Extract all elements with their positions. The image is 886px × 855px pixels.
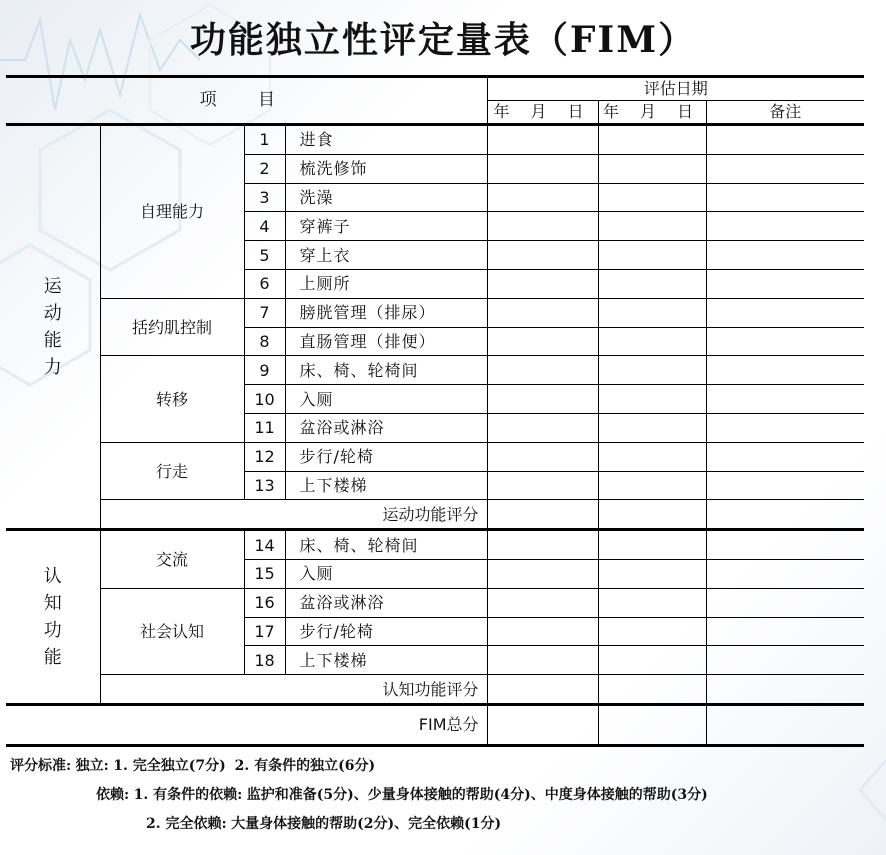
page-title: 功能独立性评定量表（FIM） — [189, 19, 697, 61]
subtotal-row — [6, 675, 864, 705]
score-cell[interactable] — [598, 704, 706, 745]
score-cell[interactable] — [598, 241, 706, 270]
score-cell[interactable] — [598, 356, 706, 385]
score-cell[interactable] — [598, 212, 706, 241]
score-cell[interactable] — [598, 646, 706, 675]
score-cell[interactable] — [487, 241, 598, 270]
remarks-cell[interactable] — [706, 588, 864, 617]
remarks-cell[interactable] — [706, 617, 864, 646]
group-label-transfer: 转移 — [100, 356, 244, 442]
group-label-social-cognition: 社会认知 — [100, 588, 244, 674]
score-cell[interactable] — [487, 617, 598, 646]
score-cell[interactable] — [487, 646, 598, 675]
independent-label: 独立: — [75, 758, 109, 774]
item-number: 15 — [244, 559, 285, 588]
independent-1: 1. 完全独立(7分) — [113, 758, 226, 774]
item-name: 上下楼梯 — [285, 646, 487, 675]
score-cell[interactable] — [598, 471, 706, 500]
score-cell[interactable] — [487, 442, 598, 471]
score-cell[interactable] — [487, 413, 598, 442]
item-number: 4 — [244, 212, 285, 241]
date-header-1: 年 月 日 — [487, 101, 598, 125]
remarks-cell[interactable] — [706, 125, 864, 155]
score-cell[interactable] — [598, 530, 706, 560]
item-number: 5 — [244, 241, 285, 270]
item-number: 6 — [244, 269, 285, 298]
remarks-cell[interactable] — [706, 413, 864, 442]
remarks-cell[interactable] — [706, 212, 864, 241]
score-cell[interactable] — [487, 559, 598, 588]
score-cell[interactable] — [487, 356, 598, 385]
remarks-cell[interactable] — [706, 327, 864, 356]
item-number: 18 — [244, 646, 285, 675]
header-row — [6, 77, 864, 101]
score-cell[interactable] — [598, 413, 706, 442]
score-cell[interactable] — [487, 500, 598, 530]
item-number: 16 — [244, 588, 285, 617]
score-cell[interactable] — [598, 298, 706, 327]
remarks-cell[interactable] — [706, 183, 864, 212]
table-row — [6, 588, 864, 617]
cognitive-section-label: 认 知 功 能 — [6, 530, 100, 705]
table-row — [6, 298, 864, 327]
item-name: 盆浴或淋浴 — [285, 413, 487, 442]
item-number: 17 — [244, 617, 285, 646]
item-number: 10 — [244, 385, 285, 414]
dependent-1-title: 1. 有条件的依赖: — [133, 787, 243, 803]
notes-row-dependent-1 — [96, 781, 708, 810]
item-number: 14 — [244, 530, 285, 560]
item-name: 盆浴或淋浴 — [285, 588, 487, 617]
table-row — [6, 356, 864, 385]
item-name: 床、椅、轮椅间 — [285, 530, 487, 560]
remarks-cell[interactable] — [706, 471, 864, 500]
independent-2: 2. 有条件的独立(6分) — [234, 758, 376, 774]
dependent-2-detail: 大量身体接触的帮助(2分)、完全依赖(1分) — [231, 816, 502, 832]
item-name: 直肠管理（排便） — [285, 327, 487, 356]
notes-row-dependent-2 — [146, 810, 501, 839]
score-cell[interactable] — [487, 298, 598, 327]
remarks-cell[interactable] — [706, 154, 864, 183]
fim-table — [6, 75, 864, 747]
date-header-2: 年 月 日 — [598, 101, 706, 125]
item-name: 上下楼梯 — [285, 471, 487, 500]
notes-row-independent — [10, 752, 375, 781]
item-number: 9 — [244, 356, 285, 385]
item-name: 穿上衣 — [285, 241, 487, 270]
remarks-cell[interactable] — [706, 646, 864, 675]
fim-total-label: FIM总分 — [6, 704, 487, 745]
item-name: 梳洗修饰 — [285, 154, 487, 183]
score-cell[interactable] — [487, 675, 598, 705]
corner-line-decoration — [860, 760, 886, 820]
item-number: 7 — [244, 298, 285, 327]
remarks-cell[interactable] — [706, 298, 864, 327]
group-label-communication: 交流 — [100, 530, 244, 589]
criteria-label: 评分标准: — [10, 758, 72, 774]
item-name: 上厕所 — [285, 269, 487, 298]
item-name: 床、椅、轮椅间 — [285, 356, 487, 385]
score-cell[interactable] — [487, 125, 598, 155]
remarks-header: 备注 — [706, 101, 864, 125]
remarks-cell[interactable] — [706, 500, 864, 530]
score-cell[interactable] — [487, 154, 598, 183]
item-number: 8 — [244, 327, 285, 356]
remarks-cell[interactable] — [706, 241, 864, 270]
group-label-walking: 行走 — [100, 442, 244, 500]
score-cell[interactable] — [487, 327, 598, 356]
score-cell[interactable] — [487, 269, 598, 298]
score-cell[interactable] — [598, 269, 706, 298]
item-number: 3 — [244, 183, 285, 212]
score-cell[interactable] — [598, 154, 706, 183]
item-number: 11 — [244, 413, 285, 442]
item-name: 洗澡 — [285, 183, 487, 212]
score-cell[interactable] — [487, 212, 598, 241]
total-row — [6, 704, 864, 745]
score-cell[interactable] — [598, 183, 706, 212]
item-name: 步行/轮椅 — [285, 617, 487, 646]
remarks-cell[interactable] — [706, 385, 864, 414]
dependent-1-detail: 监护和准备(5分)、少量身体接触的帮助(4分)、中度身体接触的帮助(3分) — [246, 787, 708, 803]
item-number: 13 — [244, 471, 285, 500]
table-row — [6, 530, 864, 560]
item-name: 进食 — [285, 125, 487, 155]
item-header: 项 目 — [6, 77, 487, 125]
remarks-cell[interactable] — [706, 442, 864, 471]
remarks-cell[interactable] — [706, 704, 864, 745]
score-cell[interactable] — [487, 704, 598, 745]
score-cell[interactable] — [487, 385, 598, 414]
remarks-cell[interactable] — [706, 356, 864, 385]
item-number: 12 — [244, 442, 285, 471]
score-cell[interactable] — [598, 442, 706, 471]
item-name: 膀胱管理（排尿） — [285, 298, 487, 327]
score-cell[interactable] — [487, 588, 598, 617]
table-row — [6, 442, 864, 471]
score-cell[interactable] — [487, 471, 598, 500]
table-row — [6, 125, 864, 155]
score-cell[interactable] — [487, 183, 598, 212]
remarks-cell[interactable] — [706, 530, 864, 560]
subtotal-row — [6, 500, 864, 530]
item-name: 入厕 — [285, 559, 487, 588]
remarks-cell[interactable] — [706, 269, 864, 298]
score-cell[interactable] — [598, 588, 706, 617]
score-cell[interactable] — [598, 327, 706, 356]
score-cell[interactable] — [598, 125, 706, 155]
score-cell[interactable] — [598, 617, 706, 646]
item-name: 入厕 — [285, 385, 487, 414]
motor-section-label: 运 动 能 力 — [6, 125, 100, 530]
date-group-header: 评估日期 — [487, 77, 864, 101]
score-cell[interactable] — [487, 530, 598, 560]
group-label-sphincter: 括约肌控制 — [100, 298, 244, 356]
item-number: 1 — [244, 125, 285, 155]
item-name: 步行/轮椅 — [285, 442, 487, 471]
score-cell[interactable] — [598, 385, 706, 414]
score-cell[interactable] — [598, 675, 706, 705]
score-cell[interactable] — [598, 559, 706, 588]
item-number: 2 — [244, 154, 285, 183]
cognitive-subtotal-label: 认知功能评分 — [100, 675, 487, 705]
remarks-cell[interactable] — [706, 559, 864, 588]
remarks-cell[interactable] — [706, 675, 864, 705]
item-name: 穿裤子 — [285, 212, 487, 241]
dependent-2-title: 2. 完全依赖: — [146, 816, 227, 832]
dependent-label: 依赖: — [96, 787, 130, 803]
motor-subtotal-label: 运动功能评分 — [100, 500, 487, 530]
group-label-self-care: 自理能力 — [100, 125, 244, 299]
score-cell[interactable] — [598, 500, 706, 530]
